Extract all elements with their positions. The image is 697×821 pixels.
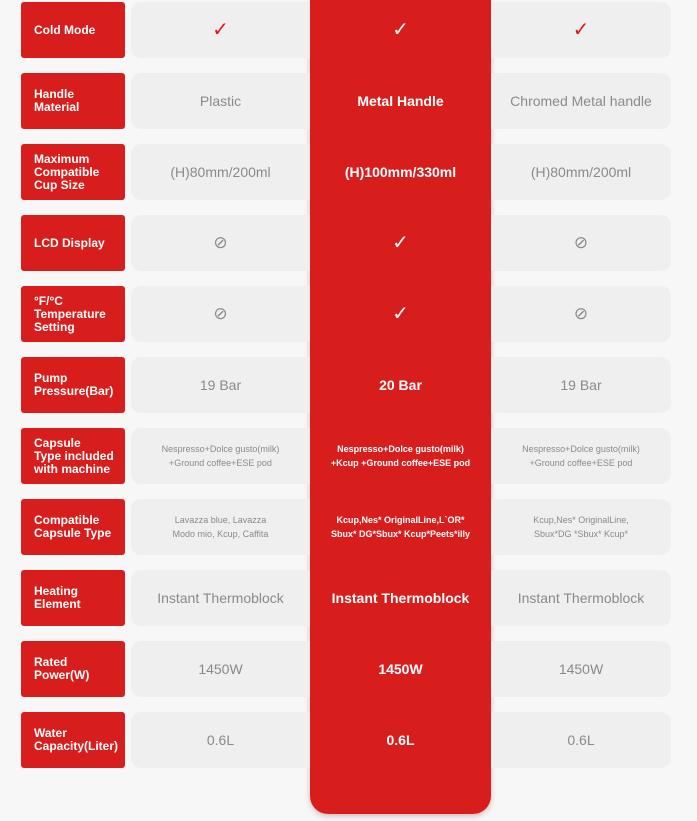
model-3-value: 0.6L [491,712,671,768]
model-2-value [310,2,491,58]
row-label: Heating Element [21,570,125,626]
model-1-value: 19 Bar [131,357,310,413]
row-cold-mode [0,2,697,58]
row-rated-power [0,641,697,697]
model-2-value: 1450W [378,661,423,677]
model-3-value: 1450W [491,641,671,697]
row-capsule-included [0,428,697,484]
row-label: LCD Display [21,215,125,271]
model-2-value: 0.6L [386,732,415,748]
row-label: Capsule Type included with machine [21,428,125,484]
model-2-value [310,215,491,271]
row-label: °F/°C Temperature Setting [21,286,125,342]
not-available-icon: ⊘ [573,233,589,252]
model-1-value: (H)80mm/200ml [131,144,310,200]
model-1-value: Nespresso+Dolce gusto(milk) +Ground coffee+ESE pod [131,428,310,484]
model-1-value: Plastic [131,73,310,129]
row-label: Water Capacity(Liter) [21,712,125,768]
model-3-value [491,2,671,58]
model-3-value [491,286,671,342]
model-1-value [131,215,310,271]
check-icon: ✓ [392,303,409,325]
check-icon: ✓ [212,19,229,41]
model-2-value [310,286,491,342]
row-label: Pump Pressure(Bar) [21,357,125,413]
model-3-value: (H)80mm/200ml [491,144,671,200]
check-icon: ✓ [392,232,409,254]
model-2-value: Metal Handle [357,93,444,109]
model-3-value: Instant Thermoblock [491,570,671,626]
row-water-capacity [0,712,697,768]
row-max-cup-size [0,144,697,200]
row-label: Handle Material [21,73,125,129]
model-3-value [491,215,671,271]
model-2-value: 20 Bar [379,377,422,393]
check-icon: ✓ [572,19,590,41]
model-1-value: Lavazza blue, Lavazza Modo mio, Kcup, Caffita [131,499,310,555]
model-1-value [131,286,310,342]
row-label: Rated Power(W) [21,641,125,697]
row-label: Compatible Capsule Type [21,499,125,555]
model-1-value: 0.6L [131,712,310,768]
not-available-icon: ⊘ [213,304,228,323]
row-heating-element [0,570,697,626]
row-lcd-display [0,215,697,271]
model-2-value: Nespresso+Dolce gusto(milk) +Kcup +Ground coffee+ESE pod [330,444,471,468]
not-available-icon: ⊘ [573,304,589,323]
model-3-value: 19 Bar [491,357,671,413]
model-2-value: (H)100mm/330ml [344,164,457,180]
row-compatible-capsule [0,499,697,555]
model-1-value: 1450W [131,641,310,697]
row-handle-material [0,73,697,129]
row-label: Maximum Compatible Cup Size [21,144,125,200]
model-3-value: Kcup,Nes* OriginalLine, Sbux*DG *Sbux* Kcup* [491,499,671,555]
not-available-icon: ⊘ [213,233,228,252]
row-pump-pressure [0,357,697,413]
row-temperature-setting [0,286,697,342]
model-1-value: Instant Thermoblock [131,570,310,626]
model-2-value: Kcup,Nes* OriginalLine,L`OR* Sbux* DG*Sbux* Kcup*Peets*illy [330,515,471,539]
model-2-value: Instant Thermoblock [331,590,470,606]
model-1-value [131,2,310,58]
row-label: Cold Mode [21,2,125,58]
model-3-value: Nespresso+Dolce gusto(milk) +Ground coffee+ESE pod [491,428,671,484]
check-icon: ✓ [392,19,409,41]
model-3-value: Chromed Metal handle [491,73,671,129]
